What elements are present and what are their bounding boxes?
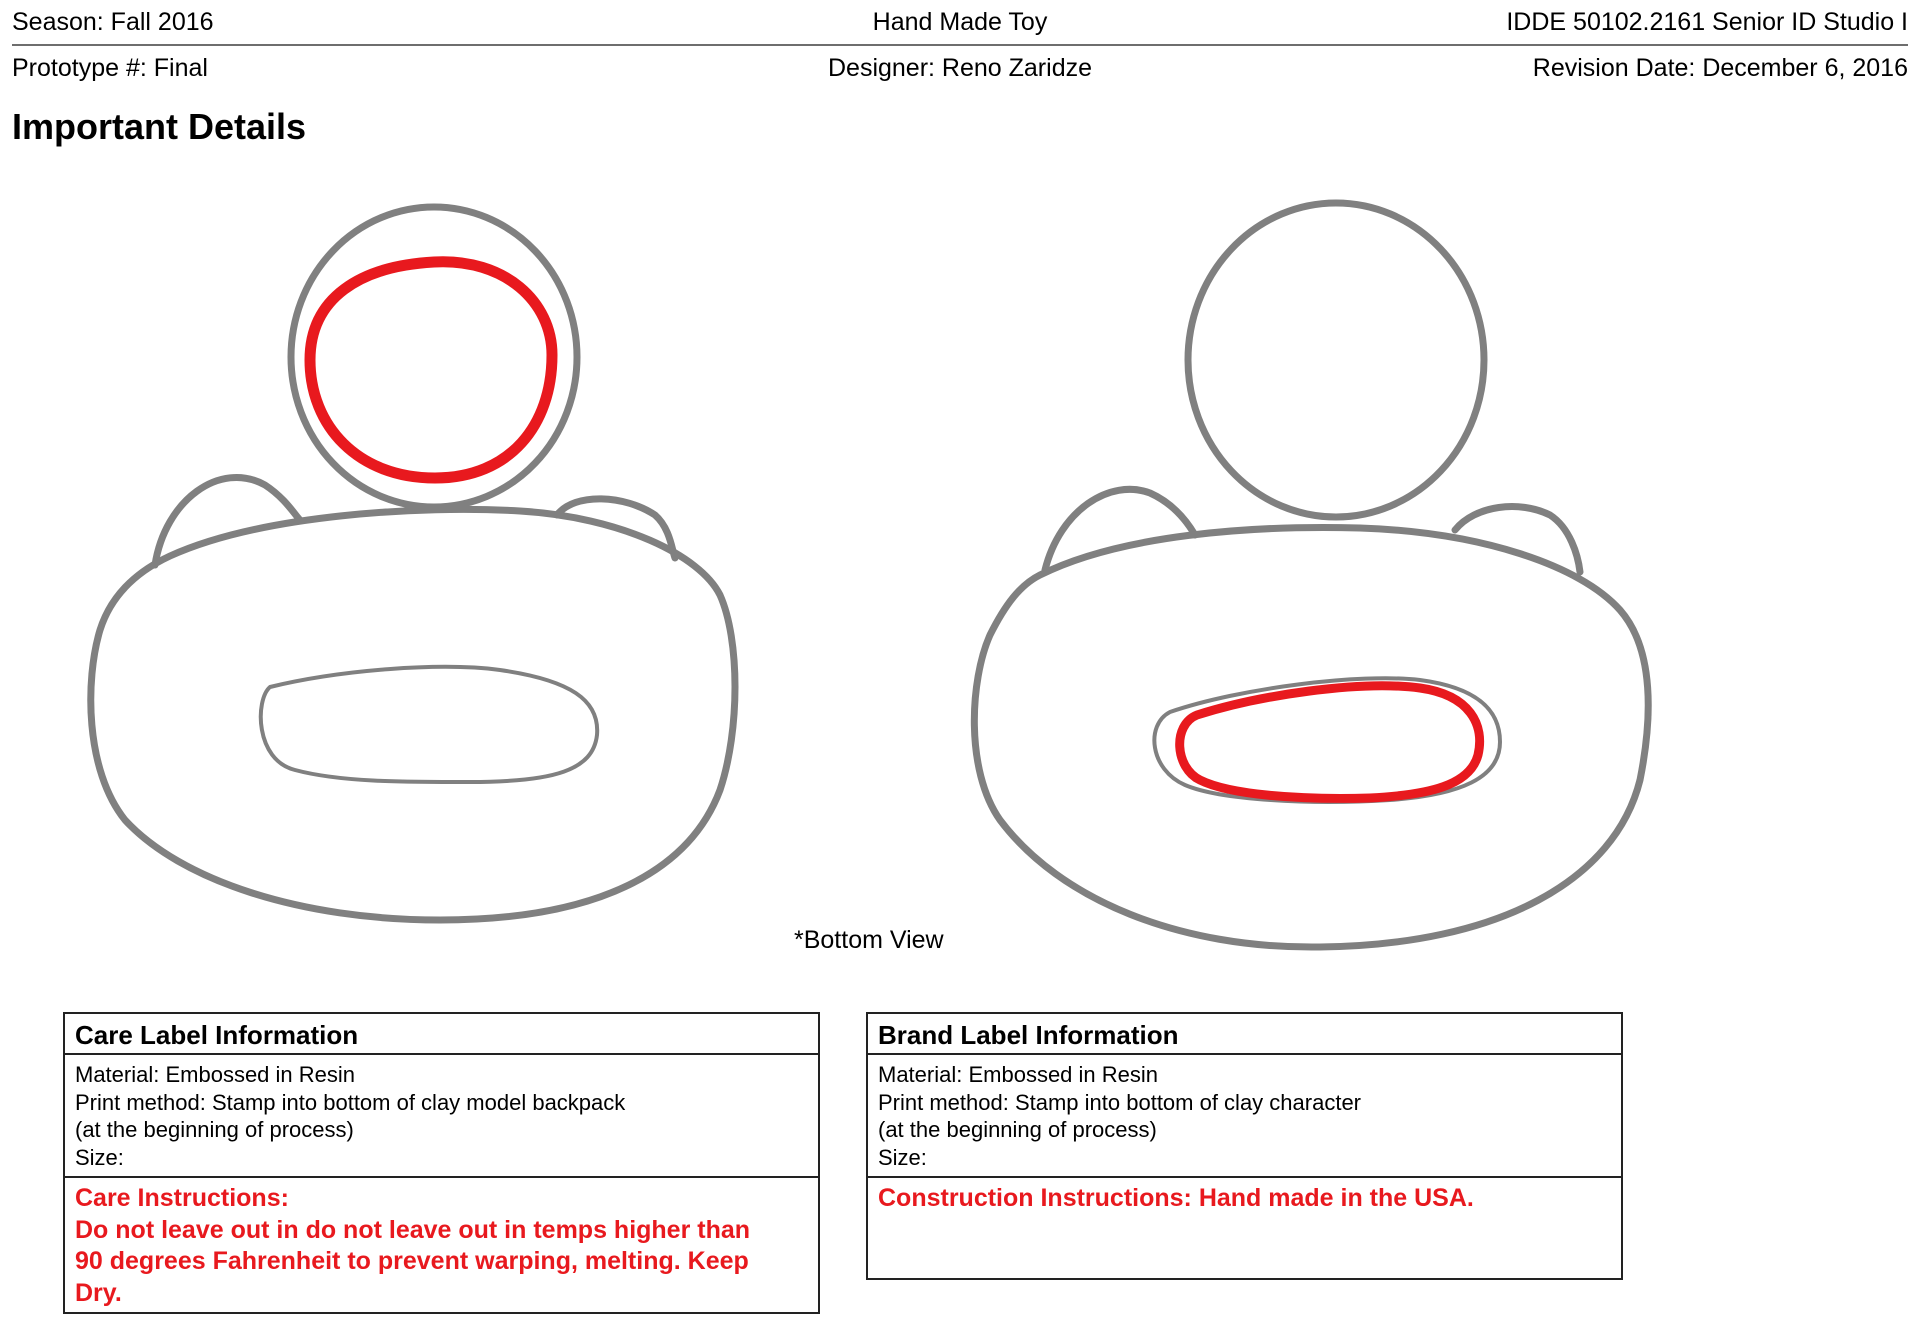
backpack-view-right: [974, 203, 1648, 947]
course-text: IDDE 50102.2161 Senior ID Studio I: [1506, 8, 1908, 36]
product-title: Hand Made Toy: [872, 8, 1048, 36]
designer-text: Designer: Reno Zaridze: [827, 54, 1092, 82]
brand-print-note-text: (at the beginning of process): [878, 1117, 1157, 1142]
head-outline-right: [1188, 203, 1484, 517]
brand-material-text: Material: Embossed in Resin: [878, 1062, 1159, 1087]
care-label-heading: Care Label Information: [65, 1014, 818, 1055]
care-instructions-line: Do not leave out in do not leave out in temps higher than: [75, 1215, 751, 1244]
brand-label-table: [866, 1012, 1623, 1280]
drawing-caption: *Bottom View: [794, 926, 944, 954]
construction-instructions: [868, 1178, 1621, 1215]
care-instructions-title: Care Instructions:: [75, 1184, 289, 1212]
care-print-method-text: Print method: Stamp into bottom of clay model backpack: [75, 1089, 626, 1115]
backpack-body-left: [91, 509, 735, 920]
care-label-highlight: [310, 262, 552, 478]
backpack-body-right: [974, 528, 1648, 948]
prototype-text: Prototype #: Final: [12, 54, 208, 82]
care-print-note-text: (at the beginning of process): [75, 1117, 354, 1142]
care-material-text: Material: Embossed in Resin: [75, 1062, 356, 1087]
backpack-view-left: [91, 207, 735, 920]
care-instructions-line: Dry.: [75, 1278, 122, 1307]
brand-size-text: Size:: [878, 1144, 927, 1170]
head-outline-left: [291, 207, 577, 507]
care-instructions: [65, 1178, 818, 1309]
care-label-details: [65, 1055, 818, 1178]
brand-print-method-text: Print method: Stamp into bottom of clay character: [878, 1089, 1362, 1115]
care-size-text: Size:: [75, 1144, 124, 1170]
revision-date-text: Revision Date: December 6, 2016: [1532, 54, 1908, 82]
page-title: Important Details: [12, 106, 307, 147]
care-instructions-line: 90 degrees Fahrenheit to prevent warping, melting. Keep: [75, 1247, 749, 1275]
care-label-table: [63, 1012, 820, 1314]
brand-label-heading: Brand Label Information: [868, 1014, 1621, 1055]
brand-label-highlight: [1180, 686, 1480, 799]
construction-instructions-text: Construction Instructions: Hand made in the USA.: [878, 1184, 1474, 1212]
season-text: Season: Fall 2016: [12, 8, 214, 36]
brand-label-details: [868, 1055, 1621, 1178]
bottom-plate-left: [261, 667, 597, 782]
left-ear-right: [1045, 489, 1195, 570]
